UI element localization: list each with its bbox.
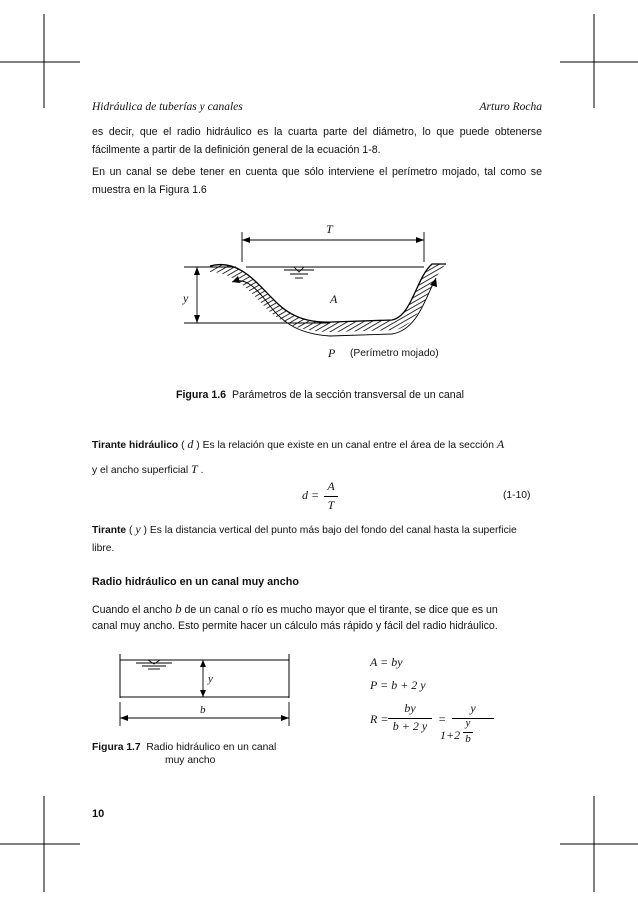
equation-r-lhs: R = [370, 712, 389, 726]
equation-1-10-denominator: T [327, 498, 335, 512]
paragraph-2: En un canal se debe tener en cuenta que sólo interviene el perímetro mojado, tal como se muestra en la Figura 1.6 [92, 166, 542, 196]
equation-r-den2-num: y [465, 717, 471, 729]
equation-r-den2-a: 1+2 [440, 728, 461, 742]
figure-1-7-caption [92, 741, 276, 755]
figure-1-7-label-y: y [208, 673, 213, 685]
label-depth-y: y [183, 291, 189, 305]
equation-area: A = by [370, 655, 403, 669]
figure-1-7-label-b: b [200, 704, 206, 716]
label-perimeter-P: P [328, 346, 336, 360]
equation-r-num1: by [404, 701, 416, 715]
paren-open: ( [129, 525, 133, 536]
equation-r-num2: y [470, 701, 476, 715]
section-paragraph-line2: canal muy ancho. Esto permite hacer un cálculo más rápido y fácil del radio hidráulico. [92, 620, 498, 632]
equation-r-den2-den: b [465, 733, 471, 745]
term-tirante: Tirante [92, 525, 127, 536]
page-number: 10 [92, 808, 105, 820]
figure-1-6-caption-number: Figura 1.6 [176, 389, 227, 401]
tirante-hidraulico-text-a: ) Es la relación que existe en un canal entre el área de la sección [196, 440, 494, 451]
paragraph-1: es decir, que el radio hidráulico es la cuarta parte del diámetro, lo que puede obtenerse fácilmente a partir de la definición general de la ecuación 1-8. [92, 126, 542, 156]
symbol-T: T [191, 462, 198, 476]
tirante-text-b: libre. [92, 543, 115, 554]
figure-1-6-caption-text: Parámetros de la sección transversal de un canal [231, 389, 464, 401]
symbol-b: b [175, 601, 182, 616]
section-text-b: de un canal o río es mucho mayor que el tirante, se dice que es un [184, 604, 498, 616]
symbol-A: A [496, 437, 505, 451]
equation-r-bar2 [452, 718, 494, 719]
figure-1-7-caption-line1: Radio hidráulico en un canal [146, 742, 277, 753]
equation-r-equals: = [438, 712, 447, 726]
label-top-width-T: T [326, 222, 333, 236]
figure-1-7-caption-number: Figura 1.7 [92, 742, 141, 753]
equation-1-10-lhs: d = [302, 488, 320, 502]
section-heading: Radio hidráulico en un canal muy ancho [92, 576, 299, 588]
paren-open: ( [181, 440, 185, 451]
symbol-d: d [187, 437, 194, 451]
term-tirante-hidraulico: Tirante hidráulico [92, 440, 179, 451]
label-area-A: A [330, 292, 338, 306]
equation-perimeter: P = b + 2 y [370, 678, 426, 692]
tirante-hidraulico-end: . [200, 465, 204, 476]
equation-1-10-numerator: A [327, 479, 335, 493]
figure-1-7-caption-line2: muy ancho [165, 755, 216, 766]
running-header-author: Arturo Rocha [479, 101, 542, 113]
equation-r-den1: b + 2 y [392, 719, 428, 733]
equation-1-10-number: (1-10) [503, 490, 531, 501]
symbol-y: y [135, 522, 141, 536]
running-header-title: Hidráulica de tuberías y canales [92, 101, 243, 113]
tirante-hidraulico-text-b: y el ancho superficial [92, 465, 189, 476]
section-text-a: Cuando el ancho [92, 604, 173, 616]
tirante-text-a: ) Es la distancia vertical del punto más bajo del fondo del canal hasta la superficie [143, 525, 517, 536]
label-perimeter-note: (Perímetro mojado) [350, 348, 439, 359]
